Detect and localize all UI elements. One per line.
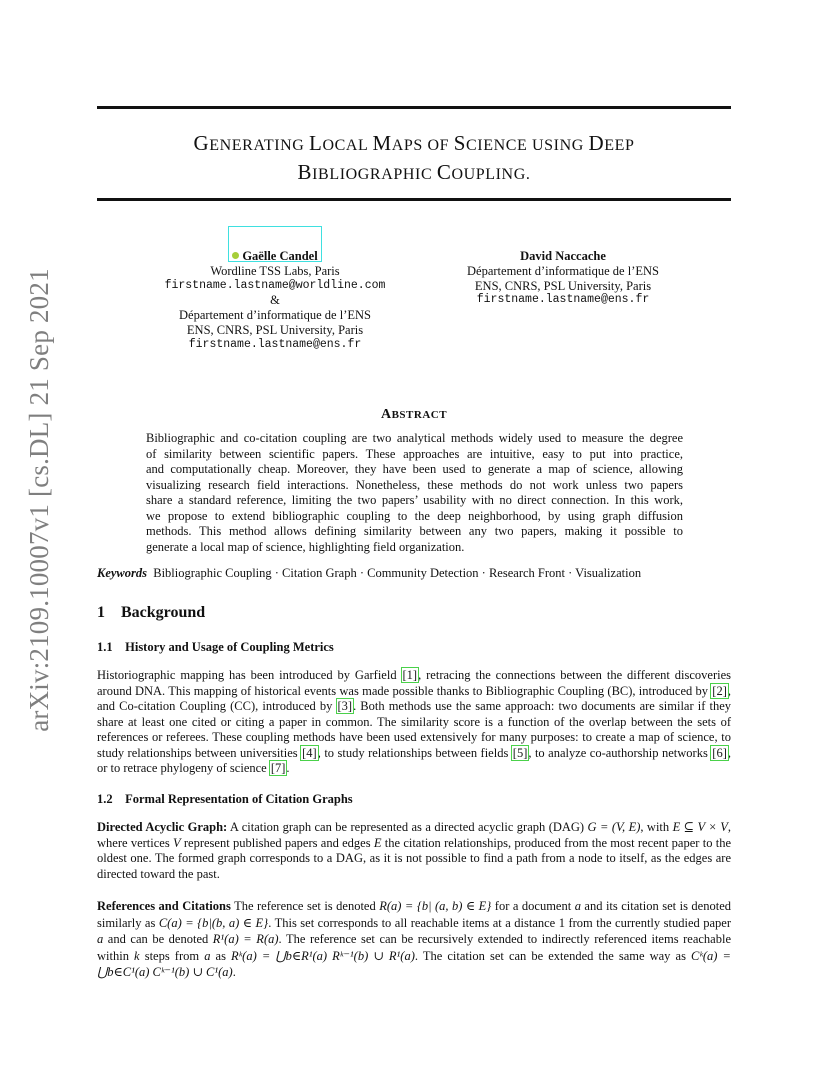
keywords-label: Keywords [97,566,147,580]
paragraph-history: Historiographic mapping has been introduced by Garfield [1], retracing the connections between the different discoveries around DNA. This mapping of historical events was made possible thanks to Bibliographic Coupling (BC), introduced by [2], and Co-citation Coupling (CC), introduced by [3]. Both methods use the same approach: two documents are similar if they share at least one cited or citing a paper in common. The similarity score is a function of the overlap between the sets of references or referees. These coupling methods have been used extensively for many purposes: to create a map of science, to study relationships between universities [4], to study relationships between fields [5], to analyze co-authorship networks [6], or to retrace phylogeny of science [7]. [97,668,732,775]
section-heading-background: 1 Background [97,604,206,621]
author-left-affil3: ENS, CNRS, PSL University, Paris [186,322,364,337]
author-left [150,249,400,353]
citation-link[interactable]: [7] [270,761,286,775]
author-right [440,249,686,308]
paragraph-dag: Directed Acyclic Graph: A citation graph can be represented as a directed acyclic graph (DAG) G = (V, E), with E ⊆ V × V, where vertices V represent published papers and edges E the citation relationships, produced from the most recent paper to the oldest one. The formed graph corresponds to a DAG, as it is not possible to find a path from a node to itself, as the edges are directed toward the past. [97,820,731,881]
abstract-line: share a standard reference, limiting the two papers’ usability with no direct connection. In this work, [146,493,683,507]
author-left-affil1: Wordline TSS Labs, Paris [210,263,340,278]
author-right-affil1: Département d’informatique de l’ENS [467,263,659,278]
abstract-line: visualizing research field interactions. Nonetheless, these methods do not work unless two papers [146,477,683,492]
subsection-heading-history: 1.1 History and Usage of Coupling Metrics [97,640,334,654]
abstract-body [146,431,683,555]
abstract-heading: ABSTRACT [380,407,448,422]
author-right-affil2: ENS, CNRS, PSL University, Paris [474,278,652,293]
abstract-line: of similarity between scientific papers. These approaches are intuitive, easy to put into practice, [146,446,683,461]
citation-link[interactable]: [5] [512,745,528,760]
subsection-heading-formal: 1.2 Formal Representation of Citation Graphs [97,792,353,806]
citation-link[interactable]: [6] [712,745,727,760]
author-left-name[interactable]: Gaëlle Candel [242,249,318,263]
citation-link[interactable]: [1] [402,668,418,682]
citation-link[interactable]: [3] [337,699,353,713]
abstract-line: generate a local map of science, highlighting field organization. [146,539,465,554]
title-line-2: BIBLIOGRAPHIC COUPLING. [297,160,531,184]
title-rule-bottom [97,198,731,201]
title-rule-top [97,106,731,109]
abstract-line: methods. This method allows defining similarity between any two papers, making it possible to [146,524,683,538]
author-right-email[interactable]: firstname.lastname@ens.fr [476,293,650,307]
abstract-line: Bibliographic and co-citation coupling are two analytical methods widely used to measure the degree [146,431,683,445]
author-left-amp: & [270,293,280,308]
keywords [97,566,641,581]
author-right-name: David Naccache [520,249,606,263]
abstract-line: and computationally cheap. Moreover, they have been used to generate a map of science, allowing [146,462,683,476]
title-line-1: GENERATING LOCAL MAPS OF SCIENCE USING DEEP [193,131,635,155]
keywords-text: Bibliographic Coupling · Citation Graph · Community Detection · Research Front · Visualization [153,566,642,580]
citation-link[interactable]: [4] [302,745,317,760]
author-left-email2[interactable]: firstname.lastname@ens.fr [188,337,362,351]
arxiv-sidebar-stamp: arXiv:2109.10007v1 [cs.DL] 21 Sep 2021 [24,268,54,732]
author-left-affil2: Département d’informatique de l’ENS [179,308,371,323]
abstract-line: we propose to extend bibliographic coupling to the deep neighborhood, by using graph diffusion [146,508,683,523]
author-left-email1[interactable]: firstname.lastname@worldline.com [164,278,386,292]
orcid-icon[interactable] [232,252,239,259]
citation-link[interactable]: [2] [712,683,727,698]
paragraph-references: References and Citations The reference set is denoted R(a) = {b| (a, b) ∈ E} for a document a and its citation set is denoted similarly as C(a) = {b|(b, a) ∈ E}. This set corresponds to all reachable items at a distance 1 from the currently studied paper a and can be denoted R¹(a) = R(a). The reference set can be recursively extended to indirectly referenced items reachable within k steps from a as Rᵏ(a) = ⋃b∈R¹(a) Rᵏ⁻¹(b) ∪ R¹(a). The citation set can be extended the same way as Cᵏ(a) = ⋃b∈C¹(a) Cᵏ⁻¹(b) ∪ C¹(a). [97,899,731,979]
paper-title [97,130,731,188]
